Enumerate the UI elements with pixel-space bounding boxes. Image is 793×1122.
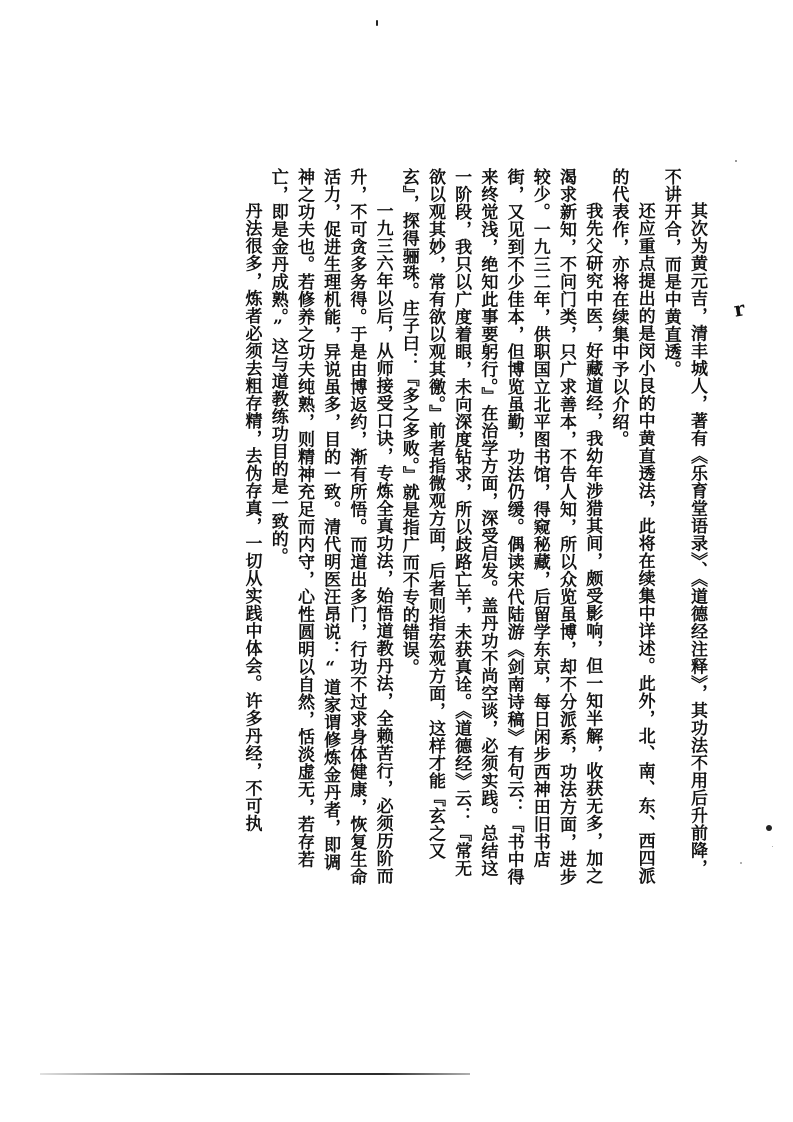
paragraph-huang-yuanji: 其次为黄元吉，清丰城人，著有《乐育堂语录》、《道德经注释》，其功法不用后升前降，不讲开合，而是中黄直透。 <box>660 168 707 877</box>
scan-edge-line <box>40 1073 470 1075</box>
paragraph-min-xiaogen: 还应重点提出的是闵小艮的中黄直透法，此将在续集中详述。此外，北、南、东、西四派的代表作，亦将在续集中予以介绍。 <box>608 168 655 885</box>
scan-speck <box>740 862 742 864</box>
scan-speck <box>772 846 773 847</box>
margin-mark: r <box>731 296 747 322</box>
paragraph-dan-methods: 丹法很多，炼者必须去粗存精，去伪存真，一切从实践中体会。许多丹经，不可执 <box>241 202 262 832</box>
vertical-text-body <box>150 168 710 888</box>
scan-dot <box>766 825 772 831</box>
paragraph-father-study: 我先父研究中医，好藏道经，我幼年涉猎其间，颇受影响，但一知半解，收获无多，加之渴求新知，不问门类，只广求善本，不告人知，所以众览虽博，却不分派系，功法方面，进步较少。一九三二年，供职国立北平图书馆，得窥秘藏，后留学东京，每日闲步西神田旧书店街，又见到不少佳本，但博览虽勤，功法仍缓。偶读宋代陆游《剑南诗稿》有句云：『书中得来终觉浅，绝知此事要躬行。』在治学方面，深受启发。盖丹功不尚空谈，必须实践。总结这一阶段，我只以广度着眼，未向深度钻求，所以歧路亡羊，未获真诠。《道德经》云：『常无欲以观其妙，常有欲以观其徼。』前者指微观方面，后者则指宏观方面，这样才能『玄之又玄』，探得骊珠。庄子曰：『多之多败。』就是指广而不专的错误。 <box>398 168 603 886</box>
scan-speck <box>735 160 737 162</box>
paragraph-1936-practice: 一九三六年以后，从师接受口诀，专炼全真功法，始悟道教丹法，全赖苦行，必须历阶而升，不可贪多务得。于是由博返约，渐有所悟。而道出多门，行功不过求身体健康，恢复生命活力，促进生理机能，异说虽多，目的一致。清代明医汪昂说：“道家谓修炼金丹者，即调神之功夫也。若修养之功夫纯熟，则精神充足而内守，心性圆明以自然，恬淡虚无，若存若亡，即是金丹成熟。”这与道教练功目的是一致的。 <box>267 168 393 886</box>
top-scan-mark <box>376 20 378 26</box>
